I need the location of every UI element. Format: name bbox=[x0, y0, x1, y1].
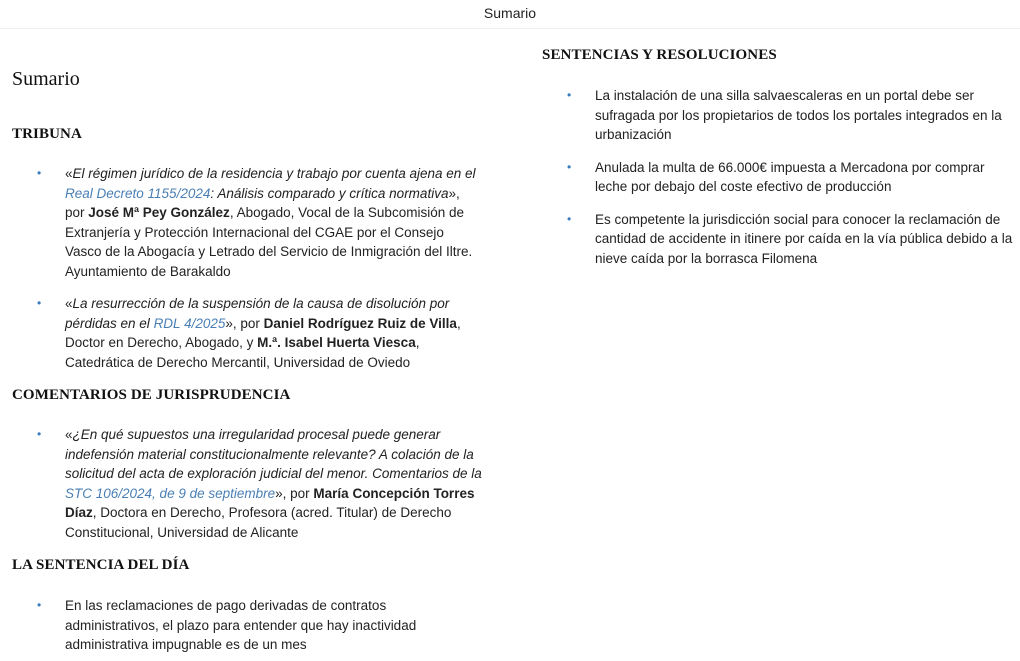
top-bar-title: Sumario bbox=[483, 5, 537, 21]
author-affiliation-2: , Catedrática de Derecho Mercantil, Universidad de Oviedo bbox=[65, 335, 420, 370]
ruling-link[interactable]: STC 106/2024, de 9 de septiembre bbox=[65, 485, 276, 501]
author-name-2: M.ª. Isabel Huerta Viesca bbox=[257, 335, 416, 350]
page-title: Sumario bbox=[12, 68, 80, 90]
list-item bbox=[12, 425, 482, 542]
author-name: María Concepción Torres Díaz bbox=[65, 485, 475, 520]
author-affiliation: , Doctora en Derecho, Profesora (acred. Titular) de Derecho Constitucional, Universidad de Alicante bbox=[65, 505, 452, 540]
list-item[interactable] bbox=[542, 158, 1014, 197]
bullet-icon: • bbox=[567, 211, 572, 226]
sentencias-list bbox=[542, 86, 1014, 281]
bullet-icon: • bbox=[37, 166, 42, 180]
quote-close: » bbox=[275, 485, 283, 501]
list-item[interactable] bbox=[12, 596, 482, 655]
law-link[interactable]: Real Decreto 1155/2024 bbox=[65, 185, 211, 201]
bullet-icon: • bbox=[567, 88, 572, 102]
bullet-icon: • bbox=[37, 296, 42, 310]
quote-close: » bbox=[225, 315, 233, 331]
article-title-cont: : Análisis comparado y crítica normativa bbox=[210, 185, 449, 201]
quote-open: « bbox=[65, 427, 73, 442]
article-title: La resurrección de la suspensión de la causa de disolución por pérdidas en el bbox=[65, 296, 450, 331]
list-item bbox=[12, 164, 482, 281]
news-headline[interactable]: En las reclamaciones de pago derivadas de contratos administrativos, el plazo para entender que hay inactividad administrativa impugnable es de un mes bbox=[65, 598, 417, 652]
by-text: , por bbox=[65, 185, 460, 220]
section-heading-sentencia-dia: LA SENTENCIA DEL DÍA bbox=[12, 557, 190, 573]
comentarios-list bbox=[12, 425, 482, 555]
author-name: José Mª Pey González bbox=[88, 205, 230, 220]
section-heading-comentarios: COMENTARIOS DE JURISPRUDENCIA bbox=[12, 387, 291, 403]
top-bar bbox=[0, 0, 1020, 29]
tribuna-list bbox=[12, 164, 482, 385]
bullet-icon: • bbox=[37, 427, 42, 441]
section-heading-sentencias: SENTENCIAS Y RESOLUCIONES bbox=[542, 47, 777, 63]
section-heading-tribuna: TRIBUNA bbox=[12, 126, 82, 142]
list-item[interactable] bbox=[542, 86, 1014, 145]
news-headline[interactable]: La instalación de una silla salvaescaleras en un portal debe ser sufragada por los propietarios de todos los portales integrados en la urbanización bbox=[595, 88, 1002, 142]
author-name: Daniel Rodríguez Ruiz de Villa bbox=[263, 315, 457, 331]
by-text: , por bbox=[232, 315, 264, 331]
bullet-icon: • bbox=[37, 598, 42, 612]
article-title: ¿En qué supuestos una irregularidad procesal puede generar indefensión material constitucionalmente relevante? A colación de la solicitud del acta de exploración judicial del menor. Comentarios de la bbox=[65, 427, 482, 481]
by-text: , por bbox=[282, 485, 314, 501]
quote-open: « bbox=[65, 296, 73, 311]
news-headline[interactable]: Es competente la jurisdicción social para conocer la reclamación de cantidad de accidente in itinere por caída en la vía pública debido a la nieve caída por la borrasca Filomena bbox=[595, 211, 1013, 266]
sentencia-dia-list bbox=[12, 596, 482, 661]
list-item[interactable] bbox=[542, 210, 1014, 269]
quote-close: » bbox=[448, 185, 456, 201]
quote-open: « bbox=[65, 166, 73, 181]
author-affiliation: , Doctor en Derecho, Abogado, y bbox=[65, 315, 461, 350]
list-item bbox=[12, 294, 482, 372]
news-headline[interactable]: Anulada la multa de 66.000€ impuesta a Mercadona por comprar leche por debajo del coste efectivo de producción bbox=[595, 159, 985, 194]
law-link[interactable]: RDL 4/2025 bbox=[153, 315, 226, 331]
author-affiliation: , Abogado, Vocal de la Subcomisión de Extranjería y Protección Internacional del CGAE por el Consejo Vasco de la Abogacía y Letrado del Servicio de Inmigración del Iltre. Ayuntamiento de Barakaldo bbox=[65, 205, 473, 279]
bullet-icon: • bbox=[567, 159, 572, 174]
article-title: El régimen jurídico de la residencia y trabajo por cuenta ajena en el bbox=[72, 166, 476, 181]
